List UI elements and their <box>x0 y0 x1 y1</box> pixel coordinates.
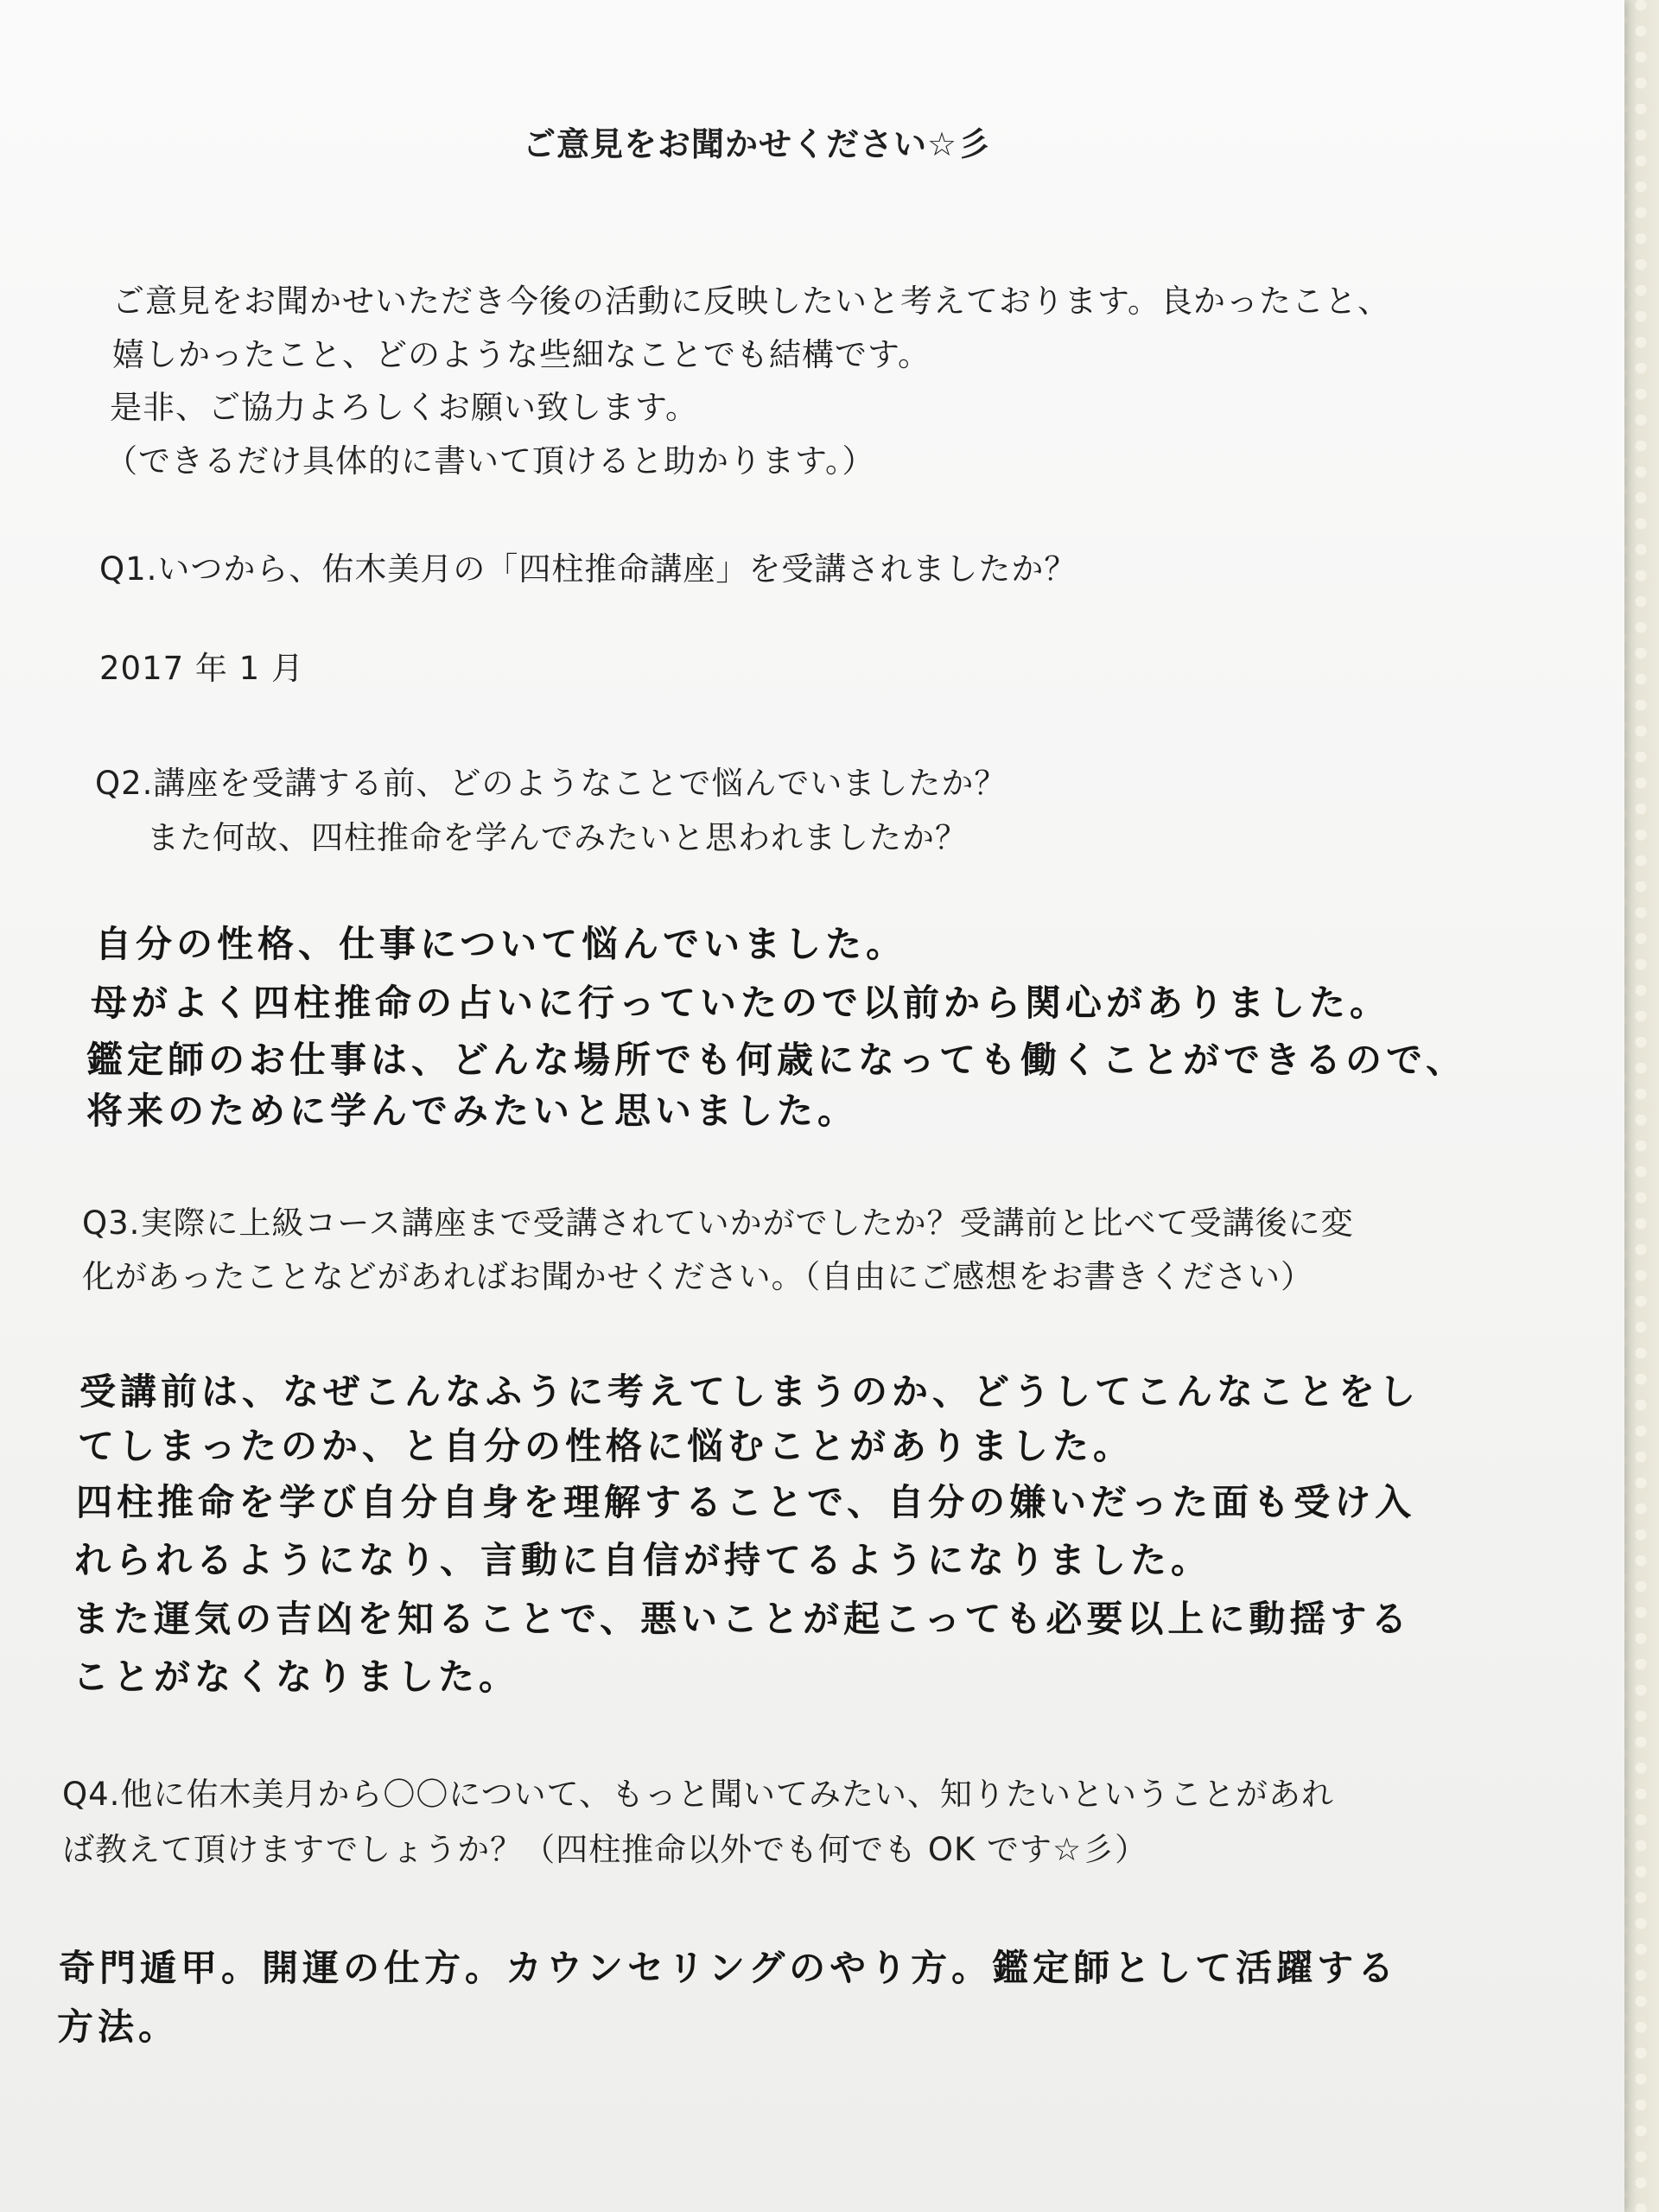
page-title: ご意見をお聞かせください☆彡 <box>523 125 992 163</box>
q3-answer-line-4: れられるようになり、言動に自信が持てるようになりました。 <box>74 1539 1212 1581</box>
intro-line-1: ご意見をお聞かせいただき今後の活動に反映したいと考えております。良かったこと、 <box>112 283 1391 320</box>
q4-answer-line-2: 方法。 <box>57 2005 180 2048</box>
q2-question-line-2: また何故、四柱推命を学んでみたいと思われましたか？ <box>147 819 968 856</box>
intro-line-3: 是非、ご協力よろしくお願い致します。 <box>110 389 699 426</box>
q3-answer-line-5: また運気の吉凶を知ることで、悪いことが起こっても必要以上に動揺する <box>73 1598 1412 1640</box>
q4-answer-line-1: 奇門遁甲。開運の仕方。カウンセリングのやり方。鑑定師として活躍する <box>59 1947 1399 1989</box>
q2-answer-line-4: 将来のために学んでみたいと思いました。 <box>86 1090 859 1132</box>
q4-question-line-1: Q4.他に佑木美月から〇〇について、もっと聞いてみたい、知りたいということがあれ <box>62 1776 1334 1813</box>
q1-question: Q1.いつから、佑木美月の「四柱推命講座」を受講されましたか？ <box>99 550 1077 588</box>
q2-answer-line-1: 自分の性格、仕事について悩んでいました。 <box>95 923 907 965</box>
q3-question-line-2: 化があったことなどがあればお聞かせください。（自由にご感想をお書きください） <box>82 1258 1314 1295</box>
q2-answer-line-3: 鑑定師のお仕事は、どんな場所でも何歳になっても働くことができるので、 <box>86 1039 1467 1081</box>
q3-answer-line-6: ことがなくなりました。 <box>73 1656 520 1698</box>
intro-line-4: （できるだけ具体的に書いて頂けると助かります。） <box>105 442 875 480</box>
intro-line-2: 嬉しかったこと、どのような些細なことでも結構です。 <box>112 336 931 373</box>
q3-answer-line-3: 四柱推命を学び自分自身を理解することで、自分の嫌いだった面も受け入 <box>76 1481 1416 1523</box>
q3-question-line-1: Q3.実際に上級コース講座まで受講されていかがでしたか？受講前と比べて受講後に変 <box>82 1205 1354 1242</box>
q4-question-line-2: ば教えて頂けますでしょうか？（四柱推命以外でも何でも OK です☆彡） <box>62 1831 1148 1868</box>
q2-answer-line-2: 母がよく四柱推命の占いに行っていたので以前から関心がありました。 <box>91 982 1391 1024</box>
q3-answer-line-2: てしまったのか、と自分の性格に悩むことがありました。 <box>78 1425 1135 1467</box>
q3-answer-line-1: 受講前は、なぜこんなふうに考えてしまうのか、どうしてこんなことをし <box>79 1370 1421 1413</box>
q2-question-line-1: Q2.講座を受講する前、どのようなことで悩んでいましたか？ <box>95 765 1007 802</box>
q1-answer: 2017 年 1 月 <box>99 650 304 687</box>
